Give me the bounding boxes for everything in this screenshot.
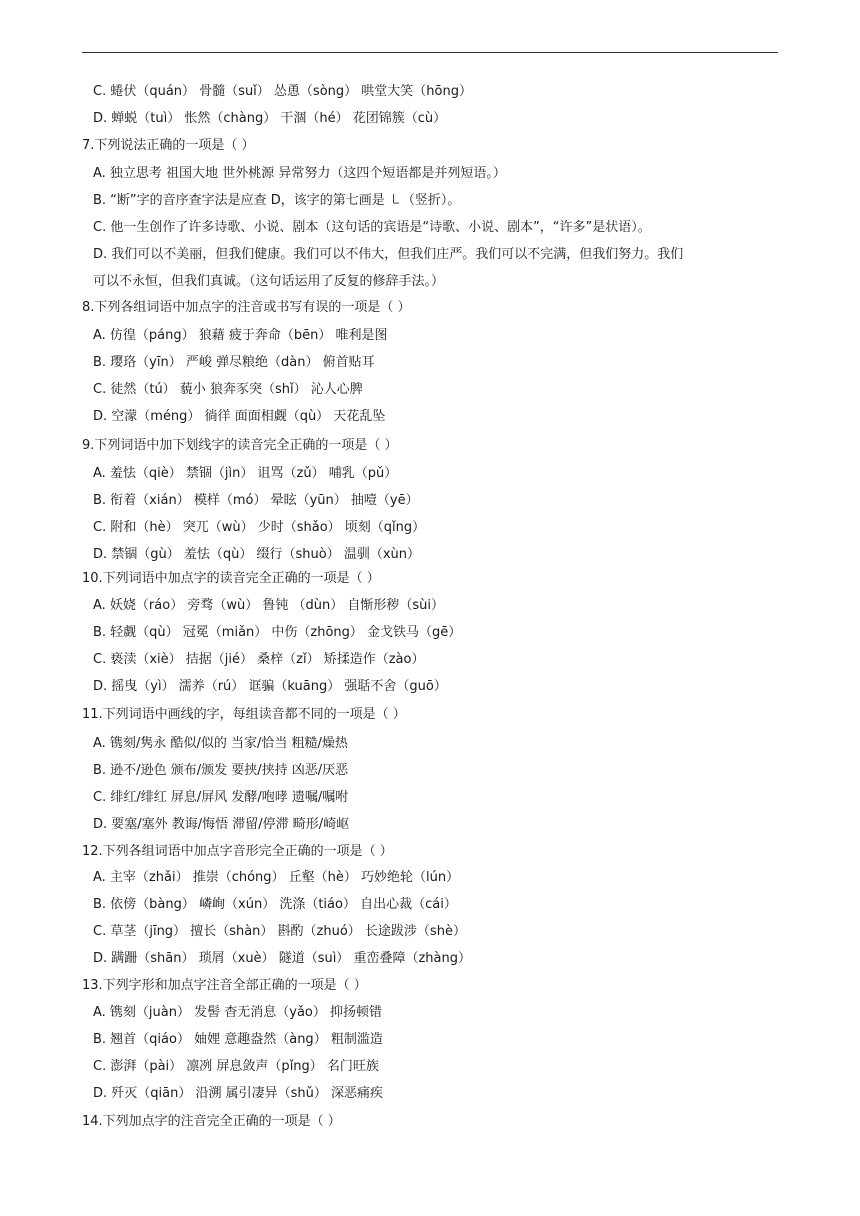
header-rule bbox=[82, 52, 778, 53]
answer-option: A. 妖娆（ráo） 旁骛（wù） 鲁钝 （dùn） 自惭形秽（sùi） bbox=[93, 598, 444, 613]
question-stem: 11.下列词语中画线的字，每组读音都不同的一项是（ ） bbox=[82, 707, 406, 722]
answer-option: C. 亵渎（xiè） 拮据（jié） 桑梓（zǐ） 矫揉造作（zào） bbox=[93, 652, 425, 667]
answer-option: A. 主宰（zhǎi） 推崇（chóng） 丘壑（hè） 巧妙绝轮（lún） bbox=[93, 870, 460, 885]
answer-option: A. 镌刻/隽永 酷似/似的 当家/恰当 粗糙/燥热 bbox=[93, 736, 348, 751]
answer-option: B. 轻觑（qù） 冠冕（miǎn） 中伤（zhōng） 金戈铁马（gē） bbox=[93, 625, 462, 640]
question-stem: 13.下列字形和加点字注音全部正确的一项是（ ） bbox=[82, 978, 367, 993]
question-stem: 9.下列词语中加下划线字的读音完全正确的一项是（ ） bbox=[82, 438, 398, 453]
answer-option: D. 蝉蜕（tuì） 怅然（chàng） 干涸（hé） 花团锦簇（cù） bbox=[93, 111, 447, 126]
answer-option: B. 逊不/逊色 颁布/颁发 要挟/挟持 凶恶/厌恶 bbox=[93, 763, 349, 778]
answer-option: C. 澎湃（pài） 凛冽 屏息敛声（pǐng） 名门旺族 bbox=[93, 1059, 379, 1074]
answer-option: A. 羞怯（qiè） 禁锢（jìn） 诅骂（zǔ） 哺乳（pǔ） bbox=[93, 466, 398, 481]
answer-option: B. 璎珞（yīn） 严峻 弹尽粮绝（dàn） 俯首贴耳 bbox=[93, 355, 375, 370]
answer-option: C. 绯红/绯红 屏息/屏风 发酵/咆哮 遗嘱/嘱咐 bbox=[93, 790, 349, 805]
answer-option: A. 镌刻（juàn） 发髻 杳无消息（yǎo） 抑扬顿错 bbox=[93, 1005, 382, 1020]
answer-option: C. 附和（hè） 突兀（wù） 少时（shǎo） 顷刻（qǐng） bbox=[93, 520, 426, 535]
answer-option: D. 摇曳（yì） 濡养（rú） 诓骗（kuāng） 强聒不舍（guō） bbox=[93, 679, 447, 694]
answer-option: D. 蹒跚（shān） 琐屑（xuè） 隧道（suì） 重峦叠障（zhàng） bbox=[93, 951, 471, 966]
answer-option: B. 衔着（xián） 模样（mó） 晕眩（yūn） 抽噎（yē） bbox=[93, 493, 419, 508]
answer-option: D. 我们可以不美丽，但我们健康。我们可以不伟大，但我们庄严。我们可以不完满，但我们努力。我们 bbox=[93, 247, 684, 262]
question-stem: 8.下列各组词语中加点字的注音或书写有误的一项是（ ） bbox=[82, 300, 411, 315]
answer-option: C. 他一生创作了许多诗歌、小说、剧本（这句话的宾语是“诗歌、小说、剧本”，“许多”是状语）。 bbox=[93, 220, 651, 235]
answer-option: C. 草茎（jīng） 擅长（shàn） 斟酌（zhuó） 长途跋涉（shè） bbox=[93, 924, 466, 939]
answer-option: D. 禁锢（gù） 羞怯（qù） 缀行（shuò） 温驯（xùn） bbox=[93, 547, 421, 562]
option-continuation: 可以不永恒，但我们真诚。（这句话运用了反复的修辞手法。） bbox=[93, 274, 445, 289]
answer-option: C. 徒然（tú） 藐小 狼奔豕突（shǐ） 沁人心脾 bbox=[93, 382, 363, 397]
question-stem: 14.下列加点字的注音完全正确的一项是（ ） bbox=[82, 1114, 341, 1129]
answer-option: C. 蜷伏（quán） 骨髓（suǐ） 怂恿（sòng） 哄堂大笑（hōng） bbox=[93, 84, 472, 99]
answer-option: D. 空濛（méng） 徜徉 面面相觑（qù） 天花乱坠 bbox=[93, 409, 386, 424]
answer-option: B. 依傍（bàng） 嶙峋（xún） 洗涤（tiáo） 自出心裁（cái） bbox=[93, 897, 457, 912]
answer-option: D. 歼灭（qiān） 沿溯 属引凄异（shǔ） 深恶痛疾 bbox=[93, 1086, 383, 1101]
answer-option: A. 独立思考 祖国大地 世外桃源 异常努力（这四个短语都是并列短语。） bbox=[93, 166, 506, 181]
answer-option: D. 要塞/塞外 教诲/悔悟 滞留/停滞 畸形/崎岖 bbox=[93, 817, 350, 832]
question-stem: 12.下列各组词语中加点字音形完全正确的一项是（ ） bbox=[82, 844, 393, 859]
answer-option: B. 翘首（qiáo） 妯娌 意趣盎然（àng） 粗制滥造 bbox=[93, 1032, 383, 1047]
answer-option: A. 仿徨（páng） 狼藉 疲于奔命（bēn） 唯利是图 bbox=[93, 328, 388, 343]
question-stem: 7.下列说法正确的一项是（ ） bbox=[82, 138, 255, 153]
question-stem: 10.下列词语中加点字的读音完全正确的一项是（ ） bbox=[82, 571, 380, 586]
answer-option: B. “断”字的音序查字法是应查 D，该字的第七画是 ㇄（竖折）。 bbox=[93, 193, 461, 208]
